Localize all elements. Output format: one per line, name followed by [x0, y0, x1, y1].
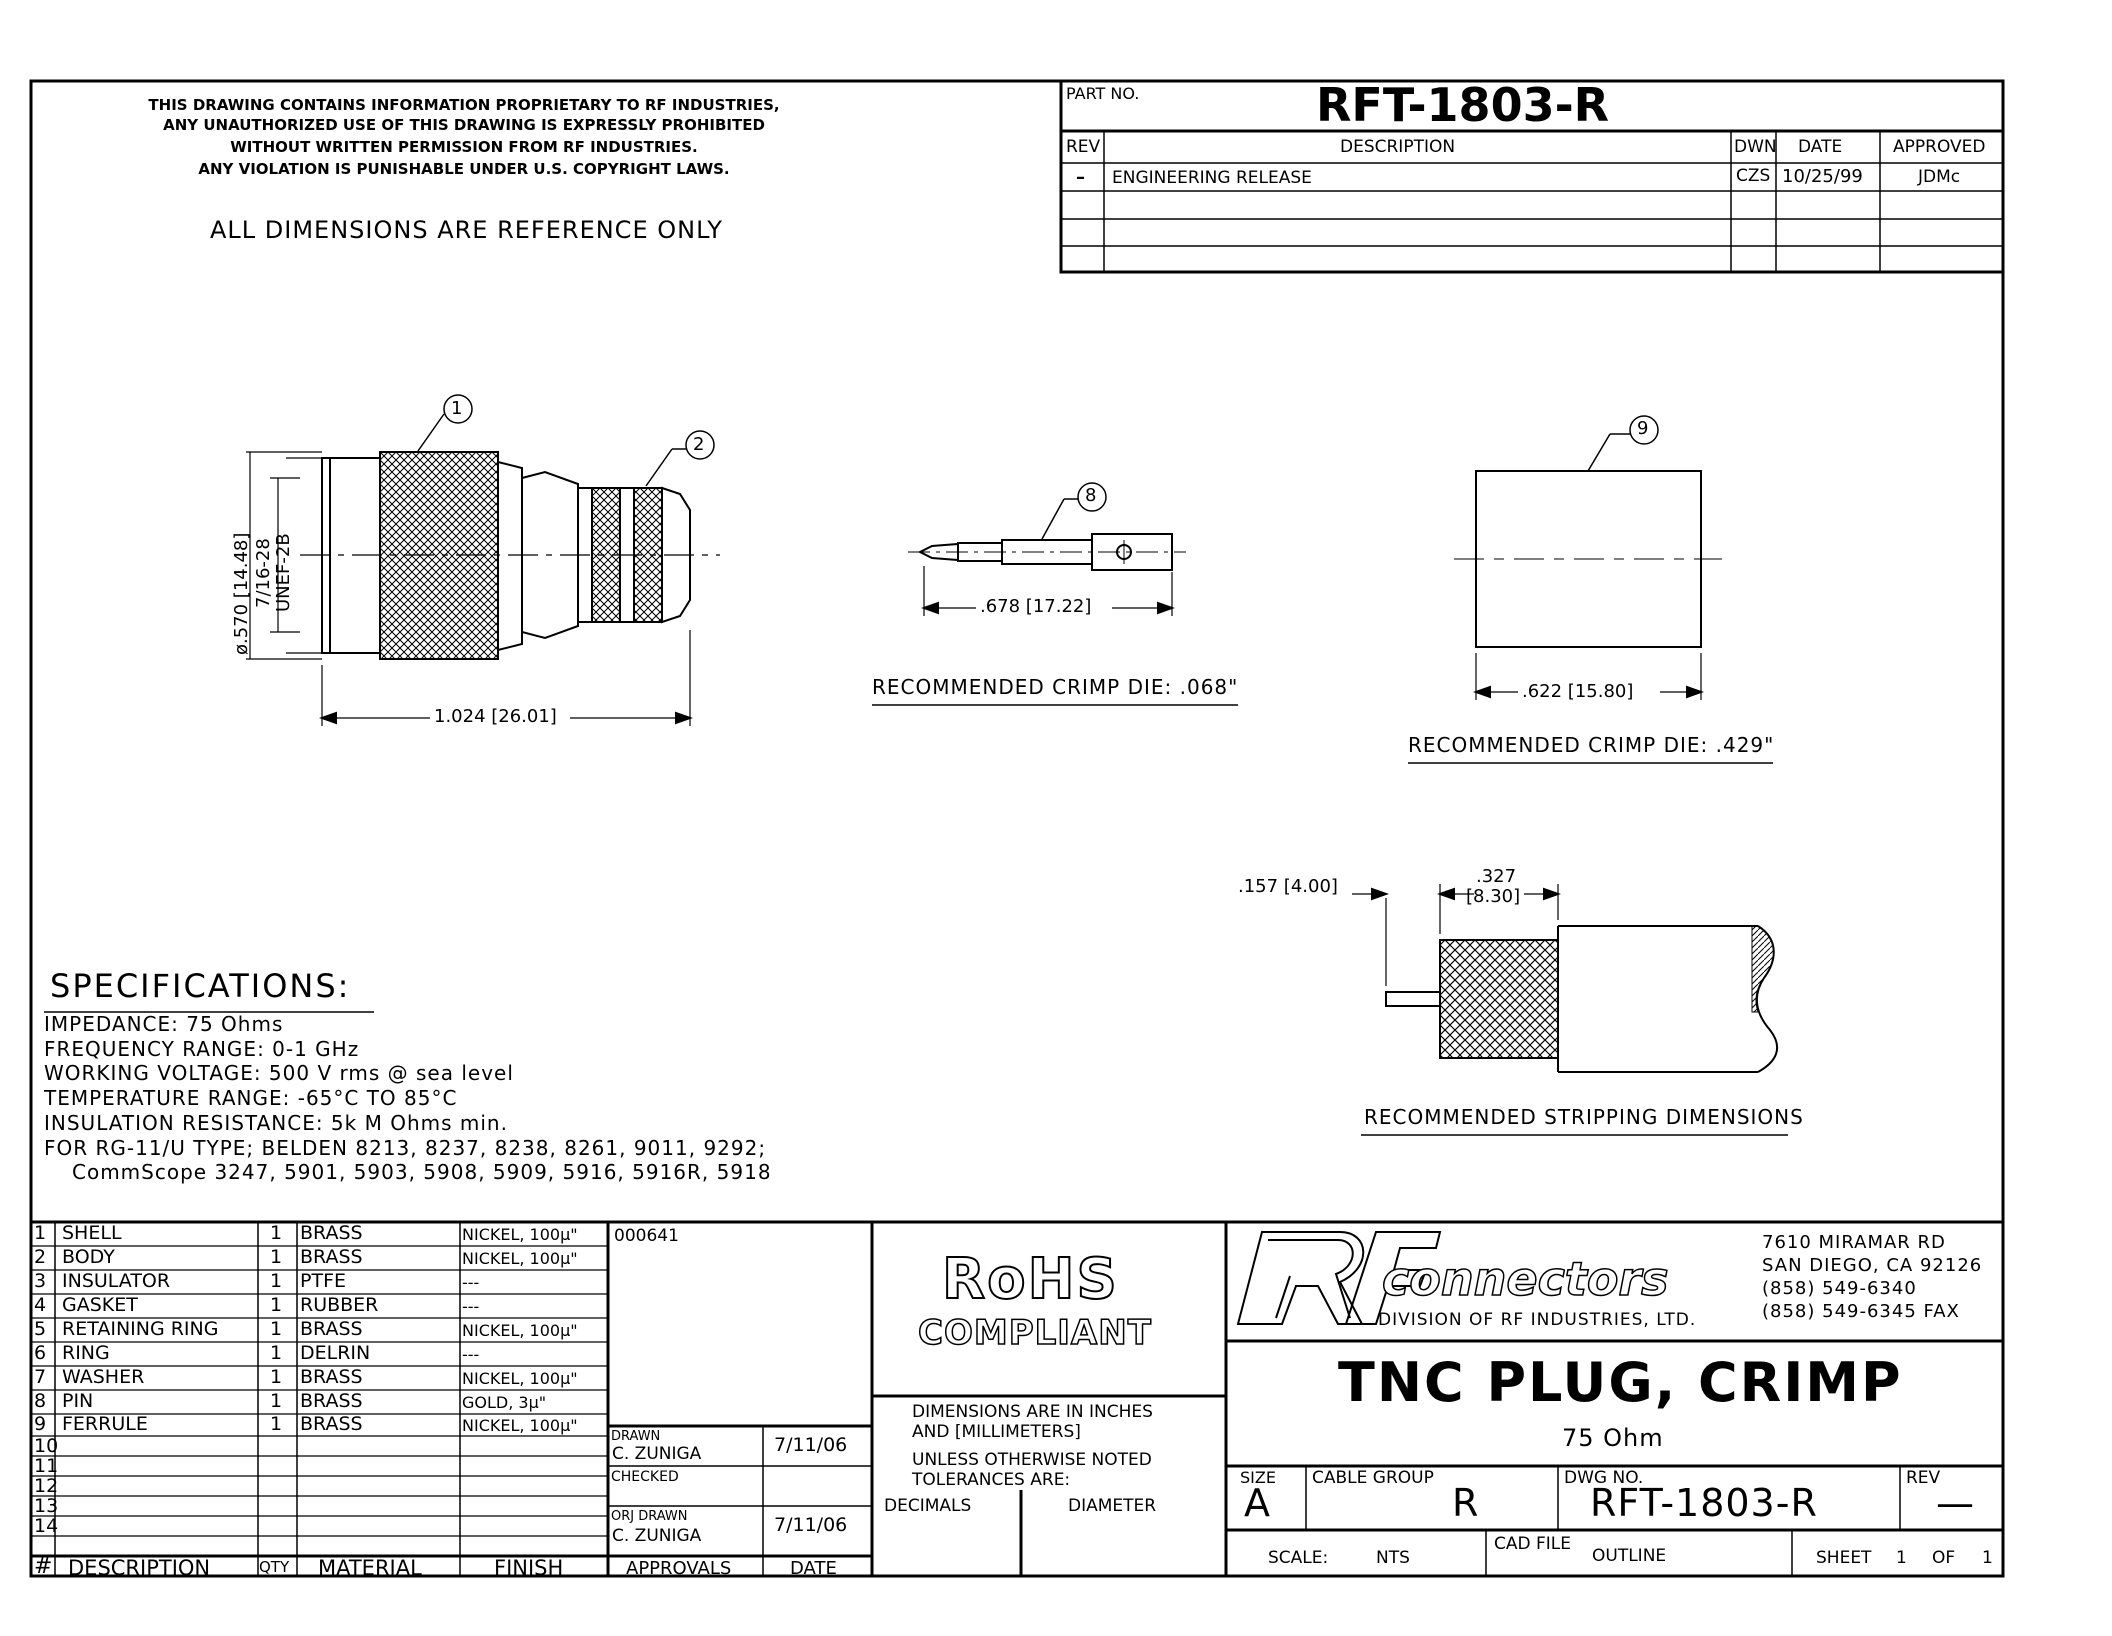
reference-only-note: ALL DIMENSIONS ARE REFERENCE ONLY	[210, 216, 723, 244]
bom-material-cell: RUBBER	[300, 1294, 379, 1316]
dim-thread-size: 7/16-28	[253, 538, 274, 608]
ferrule-drawing	[1408, 416, 1773, 763]
bom-finish-cell: NICKEL, 100µ"	[462, 1225, 578, 1244]
scale-label: SCALE:	[1268, 1548, 1329, 1568]
notice-line-2: ANY UNAUTHORIZED USE OF THIS DRAWING IS EXPRESSLY PROHIBITED	[163, 116, 765, 134]
bom-num-cell: 7	[34, 1366, 47, 1388]
bom-material-cell: BRASS	[300, 1318, 363, 1340]
division-text: DIVISION OF RF INDUSTRIES, LTD.	[1378, 1310, 1697, 1330]
bom-description-cell: INSULATOR	[62, 1270, 171, 1292]
balloon-2: 2	[693, 434, 705, 455]
bom-header-finish: FINISH	[494, 1556, 564, 1580]
bom-header-material: MATERIAL	[318, 1556, 422, 1580]
tolerance-line-4: TOLERANCES ARE:	[912, 1470, 1071, 1490]
stripping-note: RECOMMENDED STRIPPING DIMENSIONS	[1364, 1105, 1804, 1129]
stripping-drawing	[1352, 884, 1788, 1135]
bom-material-cell: DELRIN	[300, 1342, 371, 1364]
bom-material-cell: BRASS	[300, 1413, 363, 1435]
bom-num-cell: 11	[34, 1455, 59, 1477]
spec-frequency: FREQUENCY RANGE: 0-1 GHz	[44, 1037, 360, 1061]
drawn-date: 7/11/06	[774, 1434, 848, 1456]
bom-qty-cell: 1	[270, 1294, 283, 1316]
size-label: SIZE	[1240, 1468, 1276, 1487]
fax-number: (858) 549-6345 FAX	[1762, 1301, 1960, 1322]
dim-thread-class: UNEF-2B	[273, 533, 294, 612]
approvals-date-label: DATE	[790, 1558, 837, 1579]
bom-num-cell: 10	[34, 1435, 59, 1457]
spec-temperature: TEMPERATURE RANGE: -65°C TO 85°C	[44, 1086, 458, 1110]
bom-header-qty: QTY	[259, 1558, 290, 1576]
checked-label: CHECKED	[611, 1469, 679, 1485]
bom-description-cell: WASHER	[62, 1366, 145, 1388]
address-street: 7610 MIRAMAR RD	[1762, 1232, 1946, 1253]
bom-description-cell: BODY	[62, 1246, 115, 1268]
bom-material-cell: BRASS	[300, 1390, 363, 1412]
rev-row-rev: –	[1076, 167, 1085, 188]
bom-material-cell: BRASS	[300, 1366, 363, 1388]
bom-header-description: DESCRIPTION	[68, 1556, 211, 1580]
balloon-9: 9	[1637, 418, 1649, 439]
size-value: A	[1244, 1481, 1270, 1525]
dim-diameter: ø.570 [14.48]	[231, 532, 252, 655]
date-column-header: DATE	[1798, 137, 1843, 157]
dim-pin-length: .678 [17.22]	[980, 596, 1092, 617]
bom-num-cell: 4	[34, 1294, 47, 1316]
balloon-1: 1	[451, 398, 463, 419]
balloon-8: 8	[1085, 485, 1097, 506]
bom-header-num: #	[34, 1554, 53, 1579]
sheet-total: 1	[1982, 1548, 1993, 1568]
tolerance-line-2: AND [MILLIMETERS]	[912, 1422, 1081, 1442]
dim-strip-braid-mm: [8.30]	[1466, 886, 1521, 907]
rohs-compliant: COMPLIANT	[918, 1313, 1152, 1353]
bom-finish-cell: ---	[462, 1345, 480, 1364]
spec-insulation: INSULATION RESISTANCE: 5k M Ohms min.	[44, 1111, 508, 1135]
bom-num-cell: 5	[34, 1318, 47, 1340]
rev-label: REV	[1906, 1468, 1941, 1488]
bom-finish-cell: ---	[462, 1273, 480, 1292]
bom-material-cell: PTFE	[300, 1270, 346, 1292]
tolerance-line-1: DIMENSIONS ARE IN INCHES	[912, 1402, 1153, 1422]
spec-title: SPECIFICATIONS:	[50, 967, 351, 1005]
bom-num-cell: 9	[34, 1413, 47, 1435]
bom-finish-cell: NICKEL, 100µ"	[462, 1249, 578, 1268]
notice-line-1: THIS DRAWING CONTAINS INFORMATION PROPRIETARY TO RF INDUSTRIES,	[148, 96, 780, 114]
dwg-no-label: DWG NO.	[1564, 1468, 1644, 1488]
spec-cable-types: FOR RG-11/U TYPE; BELDEN 8213, 8237, 8238, 8261, 9011, 9292;	[44, 1136, 767, 1160]
bom-description-cell: RETAINING RING	[62, 1318, 219, 1340]
spec-impedance: IMPEDANCE: 75 Ohms	[44, 1012, 284, 1036]
dim-strip-center: .157 [4.00]	[1238, 876, 1338, 897]
cad-file-value: OUTLINE	[1592, 1546, 1667, 1566]
bom-description-cell: FERRULE	[62, 1413, 148, 1435]
bom-finish-cell: NICKEL, 100µ"	[462, 1321, 578, 1340]
scale-value: NTS	[1376, 1548, 1410, 1568]
dim-ferrule-length: .622 [15.80]	[1522, 681, 1634, 702]
drawn-label: DRAWN	[611, 1429, 661, 1444]
spec-voltage: WORKING VOLTAGE: 500 V rms @ sea level	[44, 1061, 514, 1085]
crimp-die-ferrule-note: RECOMMENDED CRIMP DIE: .429"	[1408, 733, 1775, 757]
bom-qty-cell: 1	[270, 1222, 283, 1244]
bom-num-cell: 13	[34, 1495, 59, 1517]
bom-qty-cell: 1	[270, 1390, 283, 1412]
rev-column-header: REV	[1066, 137, 1101, 157]
bom-description-cell: GASKET	[62, 1294, 138, 1316]
cad-file-label: CAD FILE	[1494, 1534, 1571, 1554]
bom-qty-cell: 1	[270, 1413, 283, 1435]
approvals-label: APPROVALS	[626, 1558, 732, 1579]
bom-qty-cell: 1	[270, 1342, 283, 1364]
bom-num-cell: 3	[34, 1270, 47, 1292]
phone-number: (858) 549-6340	[1762, 1278, 1917, 1299]
bom-num-cell: 12	[34, 1475, 59, 1497]
crimp-die-pin-note: RECOMMENDED CRIMP DIE: .068"	[872, 675, 1239, 699]
cable-group-value: R	[1452, 1481, 1479, 1525]
bom-qty-cell: 1	[270, 1246, 283, 1268]
cable-group-label: CABLE GROUP	[1312, 1468, 1434, 1488]
bom-finish-cell: NICKEL, 100µ"	[462, 1416, 578, 1435]
tolerance-line-3: UNLESS OTHERWISE NOTED	[912, 1450, 1152, 1470]
bom-qty-cell: 1	[270, 1270, 283, 1292]
approved-column-header: APPROVED	[1893, 137, 1986, 157]
orj-drawn-label: ORJ DRAWN	[611, 1509, 688, 1524]
bom-description-cell: SHELL	[62, 1222, 122, 1244]
dim-overall-length: 1.024 [26.01]	[434, 706, 557, 727]
drawing-subtitle: 75 Ohm	[1562, 1424, 1664, 1452]
part-no-label: PART NO.	[1066, 84, 1140, 103]
rev-row-dwn: CZS	[1736, 166, 1771, 186]
drawing-title: TNC PLUG, CRIMP	[1338, 1351, 1903, 1414]
rev-row-description: ENGINEERING RELEASE	[1112, 168, 1312, 188]
tolerance-diameter: DIAMETER	[1068, 1496, 1157, 1516]
bom-num-cell: 8	[34, 1390, 47, 1412]
bom-finish-cell: ---	[462, 1297, 480, 1316]
notice-line-3: WITHOUT WRITTEN PERMISSION FROM RF INDUSTRIES.	[230, 138, 698, 156]
pin-drawing	[872, 483, 1238, 705]
sheet-of-label: OF	[1932, 1548, 1956, 1568]
part-number-title: RFT-1803-R	[1316, 78, 1610, 132]
address-city: SAN DIEGO, CA 92126	[1762, 1255, 1983, 1276]
rev-row-approved: JDMc	[1918, 167, 1961, 187]
rohs-mark: RoHS	[942, 1247, 1119, 1312]
spec-commscope: CommScope 3247, 5901, 5903, 5908, 5909, 5916, 5916R, 5918	[72, 1160, 772, 1184]
description-column-header: DESCRIPTION	[1340, 137, 1456, 157]
bom-num-cell: 2	[34, 1246, 47, 1268]
bom-material-cell: BRASS	[300, 1246, 363, 1268]
orj-drawn-date: 7/11/06	[774, 1514, 848, 1536]
bom-description-cell: PIN	[62, 1390, 94, 1412]
bom-material-cell: BRASS	[300, 1222, 363, 1244]
bom-qty-cell: 1	[270, 1318, 283, 1340]
dwn-column-header: DWN	[1734, 137, 1777, 157]
drawn-by: C. ZUNIGA	[612, 1444, 702, 1464]
logo-connectors: connectors	[1382, 1252, 1669, 1306]
dim-strip-braid-in: .327	[1476, 866, 1517, 887]
bom-description-cell: RING	[62, 1342, 110, 1364]
tolerance-decimals: DECIMALS	[884, 1496, 972, 1516]
dwg-no-value: RFT-1803-R	[1590, 1481, 1818, 1525]
bom-num-cell: 6	[34, 1342, 47, 1364]
sheet-label: SHEET	[1816, 1548, 1872, 1568]
bom-num-cell: 1	[34, 1222, 47, 1244]
drawing-code: 000641	[614, 1226, 679, 1246]
bom-num-cell: 14	[34, 1515, 59, 1537]
rev-row-date: 10/25/99	[1782, 166, 1863, 187]
bom-finish-cell: GOLD, 3µ"	[462, 1393, 547, 1412]
bom-finish-cell: NICKEL, 100µ"	[462, 1369, 578, 1388]
connector-body-drawing	[246, 395, 720, 726]
bom-qty-cell: 1	[270, 1366, 283, 1388]
rev-value: —	[1936, 1481, 1974, 1525]
notice-line-4: ANY VIOLATION IS PUNISHABLE UNDER U.S. COPYRIGHT LAWS.	[198, 160, 730, 178]
orj-drawn-by: C. ZUNIGA	[612, 1526, 702, 1546]
sheet-value: 1	[1896, 1548, 1907, 1568]
